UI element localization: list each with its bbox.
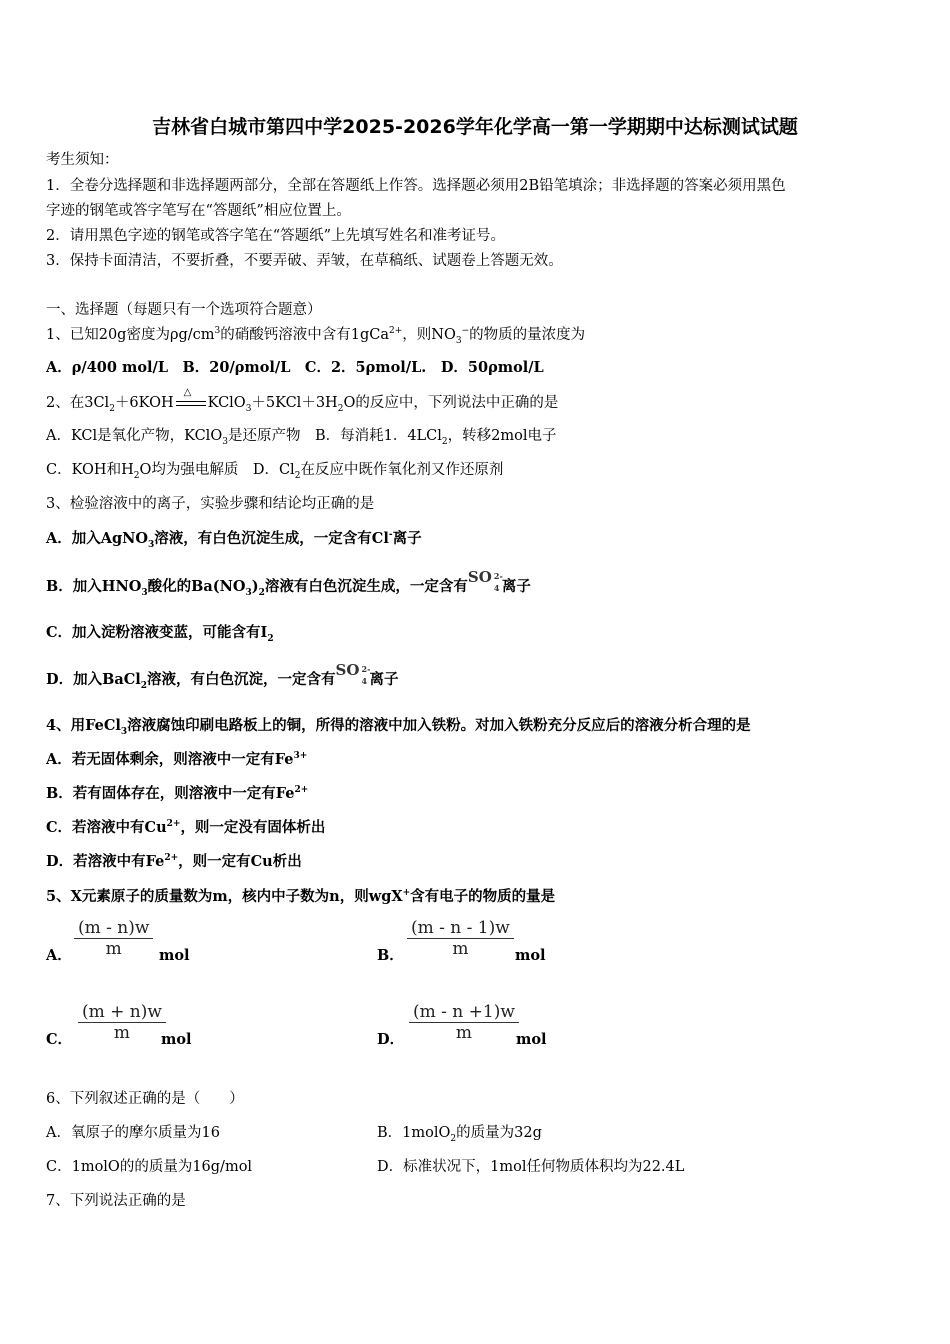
question-6-option-c: C．1molO的的质量为16g/mol: [46, 1159, 253, 1175]
question-4-option-b: B．若有固体存在，则溶液中一定有$Fe^{2+}$: [46, 785, 309, 802]
question-5-option-b-fraction: $\frac{(m - n - 1)w}{m}$: [407, 918, 514, 959]
notice-item-1: 1．全卷分选择题和非选择题两部分，全部在答题纸上作答。选择题必须用2B铅笔填涂；非选择题的答案必须用黑色: [46, 178, 786, 194]
question-4-stem: 4、用FeCl$_3$溶液腐蚀印刷电路板上的铜，所得的溶液中加入铁粉。对加入铁粉充分反应后的溶液分析合理的是: [46, 717, 751, 737]
question-6-option-b: B．1molO$_2$的质量为32g: [377, 1125, 542, 1144]
notice-item-3: 3．保持卡面清洁，不要折叠，不要弄破、弄皱，在草稿纸、试题卷上答题无效。: [46, 253, 563, 269]
page-title: 吉林省白城市第四中学2025-2026学年化学高一第一学期期中达标测试试题: [152, 116, 798, 138]
question-5-option-b-unit: mol: [515, 947, 546, 964]
question-1-stem: 1、已知20g密度为$\rho g/cm^3$的硝酸钙溶液中含有1gCa$^{2+}$，则$NO_3^-$的物质的量浓度为: [46, 326, 586, 346]
question-5-option-a-fraction: $\frac{(m - n)w}{m}$: [74, 918, 153, 959]
question-3-option-b: B．加入$HNO_3$酸化的$Ba(NO_3)_2$溶液有白色沉淀生成，一定含有 SO 2- 4 离子: [46, 568, 531, 598]
question-4-option-a: A．若无固体剩余，则溶液中一定有$Fe^{3+}$: [46, 751, 308, 768]
question-4-option-c: C．若溶液中有$Cu^{2+}$，则一定没有固体析出: [46, 819, 326, 836]
question-4-option-d: D．若溶液中有$Fe^{2+}$，则一定有Cu析出: [46, 853, 302, 870]
question-2-stem: 2、在$3Cl_2+6KOH$ △ $KClO_3+5KCl+3H_2O$的反应中，下列说法中正确的是: [46, 387, 559, 414]
question-6-option-d: D．标准状况下，1mol任何物质体积均为22.4L: [377, 1159, 685, 1175]
heat-condition-icon: △: [174, 393, 208, 413]
section-heading: 一、选择题（每题只有一个选项符合题意）: [46, 302, 322, 318]
question-5-option-b-label: B．: [377, 947, 404, 964]
question-3-option-a: A．加入AgNO$_3$溶液，有白色沉淀生成，一定含有Cl-离子: [46, 530, 422, 550]
question-5-stem: 5、X元素原子的质量数为m，核内中子数为n，则wgX+含有电子的物质的量是: [46, 888, 556, 905]
question-5-option-a-label: A．: [46, 947, 72, 964]
question-5-option-c-unit: mol: [161, 1031, 192, 1048]
question-2-options-ab: A．KCl是氧化产物，KClO$_3$是还原产物 B．每消耗1．4LCl$_2$，转移2mol电子: [46, 428, 557, 447]
notice-item-2: 2．请用黑色字迹的钢笔或答字笔在“答题纸”上先填写姓名和准考证号。: [46, 228, 506, 244]
question-3-stem: 3、检验溶液中的离子，实验步骤和结论均正确的是: [46, 496, 375, 512]
question-5-option-c-label: C．: [46, 1031, 73, 1048]
question-7-stem: 7、下列说法正确的是: [46, 1193, 186, 1209]
question-2-options-cd: C．KOH和$H_2O$均为强电解质 D．$Cl_2$在反应中既作氧化剂又作还原剂: [46, 462, 504, 481]
sulfate-ion-formula: SO 2- 4: [467, 568, 503, 593]
question-1-options: A．ρ/400 mol/L B．20/ρmol/L C．2．5ρmol/L. D．50ρmol/L: [46, 359, 544, 376]
notice-item-1-cont: 字迹的钢笔或答字笔写在“答题纸”相应位置上。: [46, 203, 351, 219]
question-5-option-d-fraction: $\frac{(m - n +1)w}{m}$: [409, 1002, 519, 1043]
question-3-option-c: C．加入淀粉溶液变蓝，可能含有$I_2$: [46, 624, 274, 644]
question-3-option-d: D．加入BaCl$_2$溶液，有白色沉淀，一定含有 SO 2- 4 离子: [46, 661, 399, 691]
question-6-stem: 6、下列叙述正确的是（ ）: [46, 1091, 244, 1107]
question-5-option-a-unit: mol: [159, 947, 190, 964]
sulfate-ion-formula: SO 2- 4: [335, 661, 371, 686]
question-6-option-a: A．氧原子的摩尔质量为16: [46, 1125, 220, 1141]
question-5-option-d-label: D．: [377, 1031, 405, 1048]
question-5-option-d-unit: mol: [516, 1031, 547, 1048]
notice-heading: 考生须知：: [46, 152, 119, 168]
question-5-option-c-fraction: $\frac{(m + n)w}{m}$: [78, 1002, 166, 1043]
